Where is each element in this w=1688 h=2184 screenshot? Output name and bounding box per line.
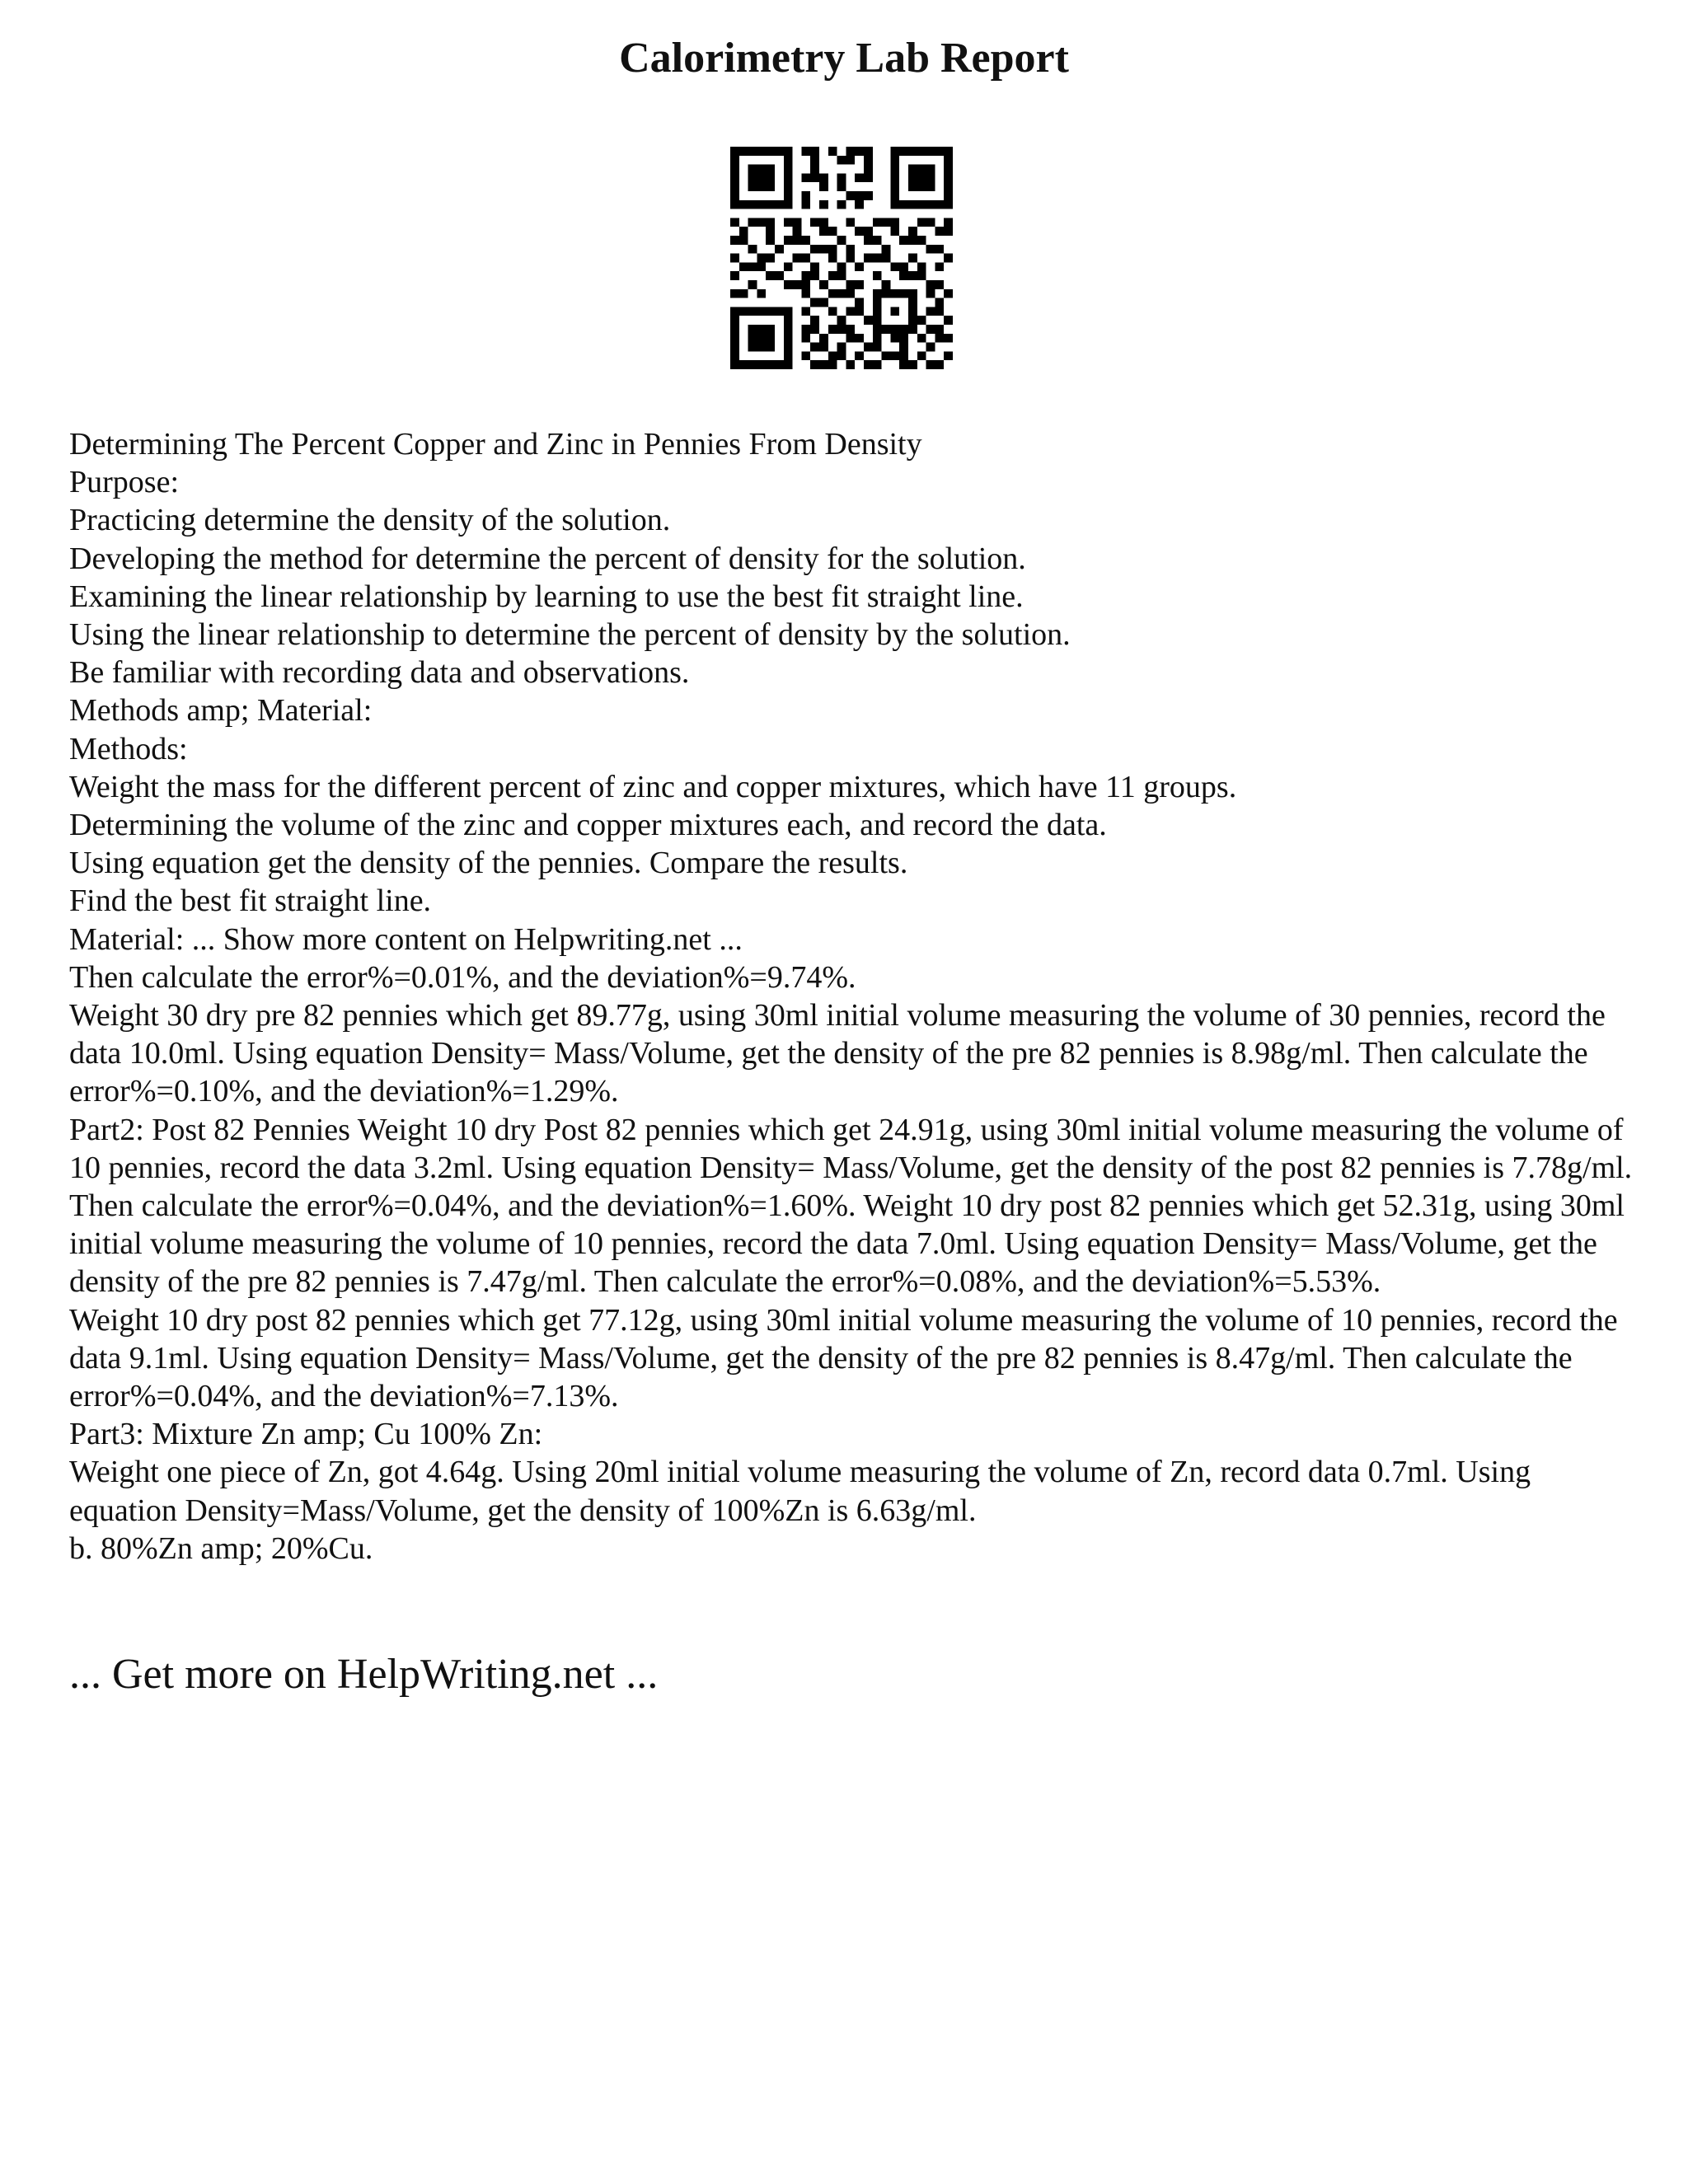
results-paragraph: Then calculate the error%=0.01%, and the deviation%=9.74%. bbox=[69, 959, 856, 995]
method-step: Determining the volume of the zinc and copper mixtures each, and record the data. bbox=[69, 808, 1107, 843]
more-content-link[interactable]: ... Get more on HelpWriting.net ... bbox=[69, 1651, 659, 1698]
part3-heading: Part3: Mixture Zn amp; Cu 100% Zn: bbox=[69, 1417, 543, 1452]
methods-heading: Methods: bbox=[69, 731, 188, 766]
material-line: Material: ... Show more content on Helpwriting.net ... bbox=[69, 921, 743, 957]
results-paragraph: Weight one piece of Zn, got 4.64g. Using 20ml initial volume measuring the volume of Zn, record data 0.7ml. Using equation Density=Mass/Volume, get the density of 100%Zn is 6.63g/ml. bbox=[69, 1455, 1531, 1528]
subtitle-line: Determining The Percent Copper and Zinc in Pennies From Density bbox=[69, 427, 922, 462]
purpose-item: Be familiar with recording data and observations. bbox=[69, 655, 690, 691]
method-step: Find the best fit straight line. bbox=[69, 883, 432, 919]
results-paragraph: Weight 30 dry pre 82 pennies which get 89.77g, using 30ml initial volume measuring the volume of 30 pennies, record the data 10.0ml. Using equation Density= Mass/Volume, get the density of the pre 82 pennies is 8.98g/ml. Then calculate the error%=0.10%, and the deviation%=1.29%. bbox=[69, 998, 1606, 1109]
method-step: Weight the mass for the different percent of zinc and copper mixtures, which have 11 groups. bbox=[69, 769, 1237, 804]
methods-material-heading: Methods amp; Material: bbox=[69, 693, 373, 729]
results-paragraph: b. 80%Zn amp; 20%Cu. bbox=[69, 1530, 373, 1566]
method-step: Using equation get the density of the pennies. Compare the results. bbox=[69, 846, 908, 881]
purpose-item: Practicing determine the density of the solution. bbox=[69, 503, 671, 538]
purpose-item: Examining the linear relationship by learning to use the best fit straight line. bbox=[69, 579, 1024, 614]
document-title: Calorimetry Lab Report bbox=[619, 35, 1069, 82]
purpose-item: Using the linear relationship to determine the percent of density by the solution. bbox=[69, 617, 1071, 653]
results-paragraph: Part2: Post 82 Pennies Weight 10 dry Post 82 pennies which get 24.91g, using 30ml initial volume measuring the volume of 10 pennies, record the data 3.2ml. Using equation Density= Mass/Volume, get the density of the post 82 pennies is 7.78g/ml. Then calculate the error%=0.04%, and the deviation%=1.60%. Weight 10 dry post 82 pennies which get 52.31g, using 30ml initial volume measuring the volume of 10 pennies, record the data 7.0ml. Using equation Density= Mass/Volume, get the density of the pre 82 pennies is 7.47g/ml. Then calculate the error%=0.08%, and the deviation%=5.53%. bbox=[69, 1112, 1633, 1300]
results-paragraph: Weight 10 dry post 82 pennies which get 77.12g, using 30ml initial volume measuring the volume of 10 pennies, record the data 9.1ml. Using equation Density= Mass/Volume, get the density of the pre 82 pennies is 8.47g/ml. Then calculate the error%=0.04%, and the deviation%=7.13%. bbox=[69, 1302, 1618, 1414]
purpose-heading: Purpose: bbox=[69, 465, 179, 500]
report-body bbox=[69, 425, 1635, 1568]
qr-code-icon bbox=[730, 147, 953, 369]
purpose-item: Developing the method for determine the percent of density for the solution. bbox=[69, 541, 1026, 576]
